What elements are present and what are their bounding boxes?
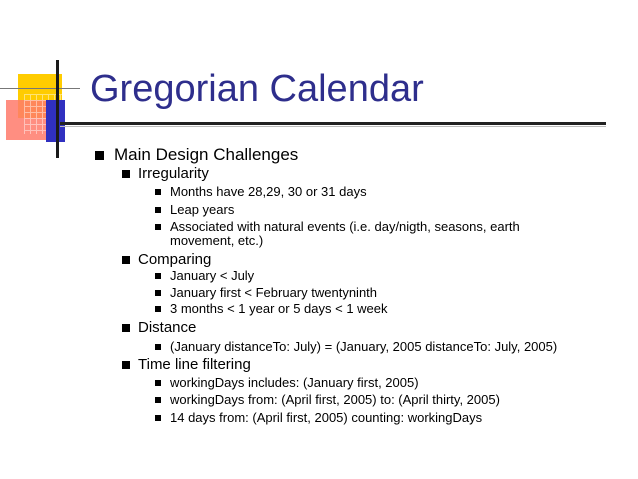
square-bullet-icon bbox=[155, 224, 161, 230]
square-bullet-icon bbox=[155, 306, 161, 312]
square-bullet-icon bbox=[155, 207, 161, 213]
square-bullet-icon bbox=[122, 256, 130, 264]
square-bullet-icon bbox=[155, 397, 161, 403]
bullet-text: Distance bbox=[138, 319, 197, 336]
square-bullet-icon bbox=[95, 151, 104, 160]
bullet-text: January < July bbox=[170, 268, 255, 283]
bullet-text: Months have 28,29, 30 or 31 days bbox=[170, 184, 367, 199]
slide-title: Gregorian Calendar bbox=[90, 68, 424, 110]
bullet-text: workingDays from: (April first, 2005) to: (April thirty, 2005) bbox=[170, 392, 500, 407]
square-bullet-icon bbox=[155, 189, 161, 195]
bullet-text: (January distanceTo: July) = (January, 2005 distanceTo: July, 2005) bbox=[170, 339, 558, 354]
square-bullet-icon bbox=[155, 344, 161, 350]
bullet-text: Time line filtering bbox=[138, 356, 251, 373]
square-bullet-icon bbox=[155, 290, 161, 296]
bullet-text: workingDays includes: (January first, 2005) bbox=[170, 375, 419, 390]
bullet-text: January first < February twentyninth bbox=[170, 285, 378, 300]
bullet-text: 3 months < 1 year or 5 days < 1 week bbox=[170, 301, 388, 316]
square-bullet-icon bbox=[122, 324, 130, 332]
bullet-text: Main Design Challenges bbox=[114, 145, 299, 164]
bullet-text: movement, etc.) bbox=[170, 233, 264, 248]
bullet-text: Comparing bbox=[138, 251, 212, 268]
bullet-text: 14 days from: (April first, 2005) counting: workingDays bbox=[170, 410, 483, 425]
square-bullet-icon bbox=[155, 415, 161, 421]
square-bullet-icon bbox=[122, 361, 130, 369]
bullet-text: Irregularity bbox=[138, 165, 209, 182]
square-bullet-icon bbox=[155, 380, 161, 386]
bullet-text: Leap years bbox=[170, 202, 235, 217]
bullet-text: Associated with natural events (i.e. day/nigth, seasons, earth bbox=[170, 219, 520, 234]
square-bullet-icon bbox=[155, 273, 161, 279]
square-bullet-icon bbox=[122, 170, 130, 178]
